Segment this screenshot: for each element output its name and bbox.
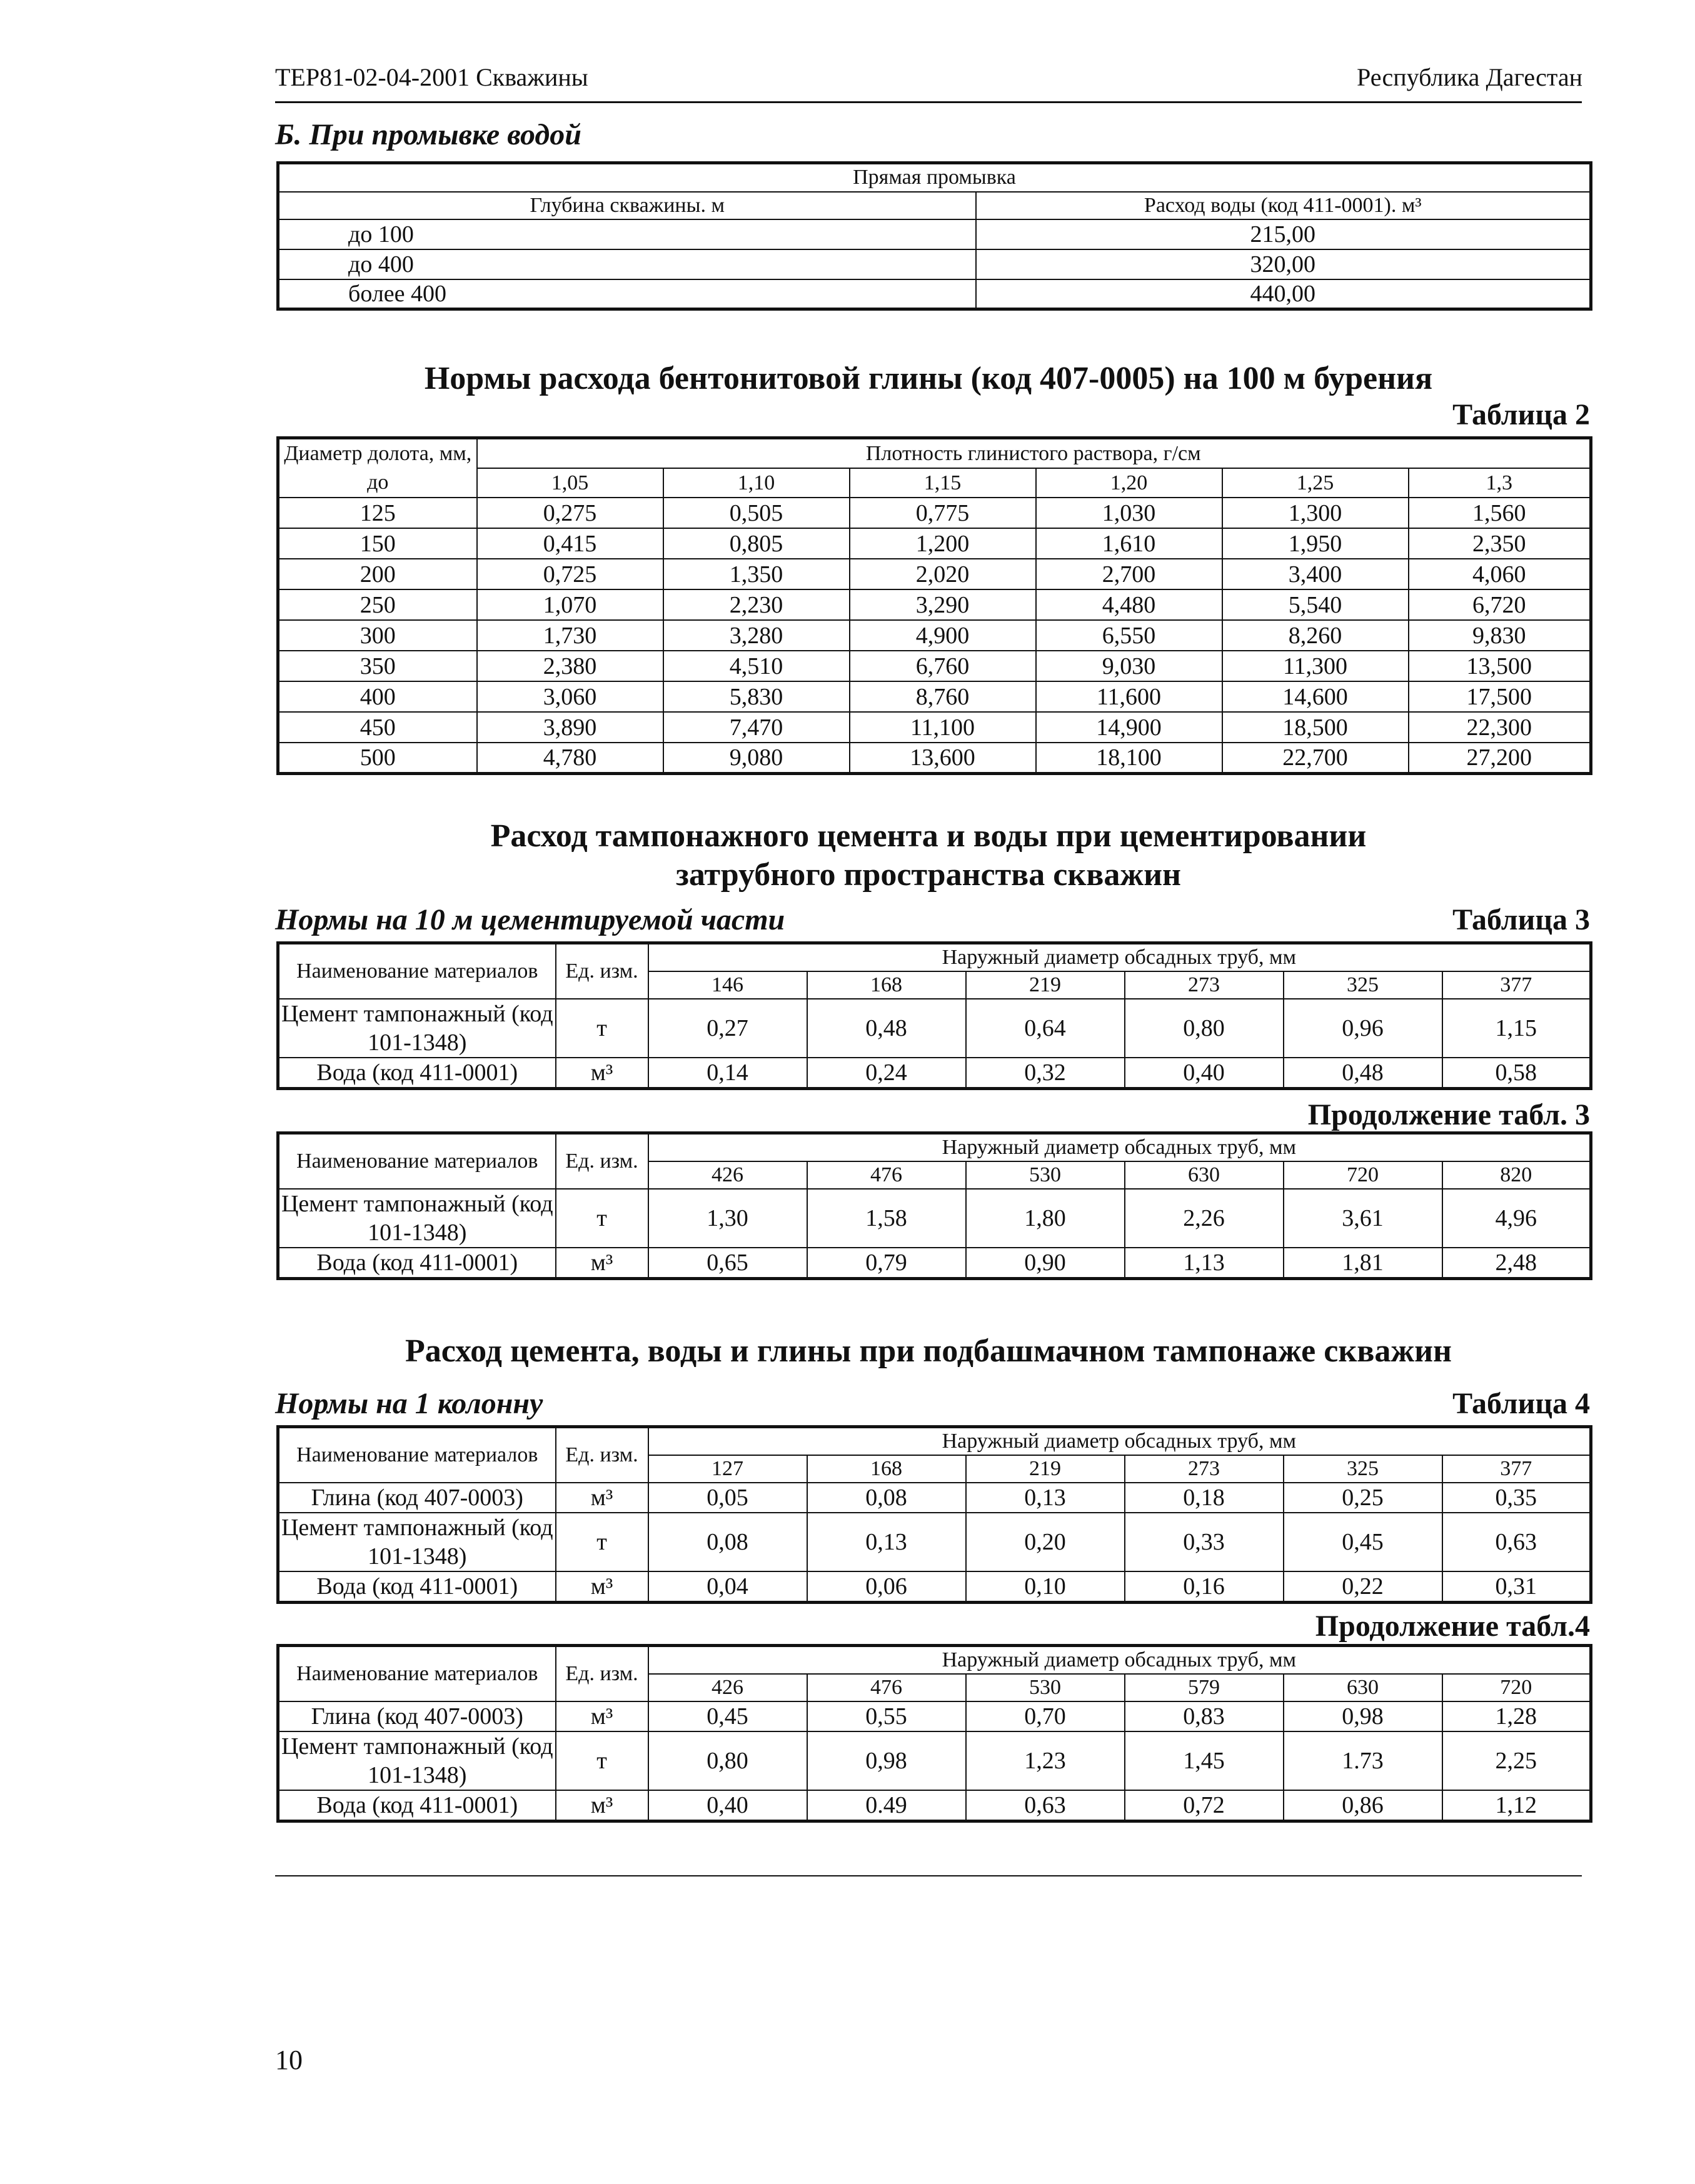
- table2-value: 4,510: [663, 651, 850, 681]
- table4-material-name: Глина (код 407-0003): [278, 1701, 556, 1731]
- table2-value: 8,260: [1222, 620, 1409, 651]
- table2-value: 4,900: [850, 620, 1036, 651]
- table4-col-unit: Ед. изм.: [556, 1646, 648, 1702]
- table4-value: 1,28: [1442, 1701, 1591, 1731]
- table4-heading: Расход цемента, воды и глины при подбашмачном тампонаже скважин: [405, 1333, 1452, 1369]
- table3-diameter-col: 273: [1125, 971, 1284, 999]
- table4-unit: м³: [556, 1571, 648, 1603]
- table4-value: 0,16: [1125, 1571, 1284, 1603]
- table4-group-header: Наружный диаметр обсадных труб, мм: [648, 1646, 1591, 1675]
- table2-value: 3,060: [477, 681, 663, 712]
- table4-diameter-col: 426: [648, 1674, 807, 1701]
- flush-value: 320,00: [976, 249, 1591, 279]
- table2-value: 11,300: [1222, 651, 1409, 681]
- table3-heading-line2: затрубного пространства скважин: [675, 857, 1182, 893]
- table2-density-col: 1,20: [1036, 468, 1222, 498]
- table4-diameter-col: 377: [1442, 1455, 1591, 1483]
- table2-value: 0,805: [663, 528, 850, 559]
- table2-value: 8,760: [850, 681, 1036, 712]
- table3-continuation-label: Продолжение табл. 3: [1307, 1098, 1590, 1131]
- table3-value: 2,26: [1125, 1189, 1284, 1248]
- table3-heading-line1: Расход тампонажного цемента и воды при цементировании: [490, 818, 1367, 854]
- table3-value: 0,32: [966, 1058, 1125, 1089]
- table-row: [278, 1701, 1591, 1731]
- table2-value: 13,500: [1409, 651, 1591, 681]
- table-row: [278, 1189, 1591, 1248]
- table4-diameter-col: 530: [966, 1674, 1125, 1701]
- table3-diameter-col: 146: [648, 971, 807, 999]
- table3-material-name: Вода (код 411-0001): [278, 1248, 556, 1279]
- table2-value: 3,290: [850, 589, 1036, 620]
- table4-value: 0,40: [648, 1790, 807, 1821]
- table3-diameter-col: 219: [966, 971, 1125, 999]
- table4-diameter-col: 168: [807, 1455, 966, 1483]
- table2-value: 1,950: [1222, 528, 1409, 559]
- flush-top-header: Прямая промывка: [278, 163, 1591, 192]
- table2-group-header: Плотность глинистого раствора, г/см: [477, 438, 1591, 469]
- table3-diameter-col: 377: [1442, 971, 1591, 999]
- table3-material-name: Цемент тампонажный (код 101-1348): [278, 1189, 556, 1248]
- table3-value: 2,48: [1442, 1248, 1591, 1279]
- table3-unit: м³: [556, 1058, 648, 1089]
- table3-unit: т: [556, 999, 648, 1058]
- table4-diameter-col: 273: [1125, 1455, 1284, 1483]
- flush-depth: более 400: [278, 279, 976, 309]
- header-divider: [275, 101, 1582, 103]
- table2-value: 1,730: [477, 620, 663, 651]
- table4-value: 0,86: [1284, 1790, 1442, 1821]
- table2-density-col: 1,15: [850, 468, 1036, 498]
- table4-value: 1.73: [1284, 1731, 1442, 1790]
- table2-diameter: 350: [278, 651, 477, 681]
- table4-col-name: Наименование материалов: [278, 1427, 556, 1483]
- table4-diameter-col: 127: [648, 1455, 807, 1483]
- table4-value: 0,98: [807, 1731, 966, 1790]
- table4-value: 0,06: [807, 1571, 966, 1603]
- table2-value: 5,540: [1222, 589, 1409, 620]
- table4-value: 0,08: [807, 1483, 966, 1513]
- table3-group-header: Наружный диаметр обсадных труб, мм: [648, 1133, 1591, 1162]
- table4-value: 0,83: [1125, 1701, 1284, 1731]
- table3-unit: т: [556, 1189, 648, 1248]
- table2-rowhead: Диаметр долота, мм, до: [278, 438, 477, 498]
- flush-depth: до 100: [278, 219, 976, 249]
- table-row: [278, 620, 1591, 651]
- table4-value: 0,63: [966, 1790, 1125, 1821]
- table4-diameter-col: 476: [807, 1674, 966, 1701]
- table2-value: 0,275: [477, 498, 663, 528]
- table2-value: 1,560: [1409, 498, 1591, 528]
- table4-value: 0,08: [648, 1513, 807, 1571]
- flush-value: 440,00: [976, 279, 1591, 309]
- table2-value: 0,505: [663, 498, 850, 528]
- table4-value: 1,12: [1442, 1790, 1591, 1821]
- table4-value: 1,23: [966, 1731, 1125, 1790]
- table-row: [278, 1571, 1591, 1603]
- table3-value: 1,15: [1442, 999, 1591, 1058]
- section-b-title: Б. При промывке водой: [275, 118, 581, 151]
- table-row: [278, 1790, 1591, 1821]
- table2-value: 18,100: [1036, 743, 1222, 773]
- table3-value: 0,90: [966, 1248, 1125, 1279]
- table4-diameter-col: 579: [1125, 1674, 1284, 1701]
- table3-subtitle: Нормы на 10 м цементируемой части: [275, 903, 785, 936]
- table4-part1: [276, 1425, 1592, 1604]
- table2-density-col: 1,05: [477, 468, 663, 498]
- table2-value: 1,030: [1036, 498, 1222, 528]
- table4-value: 0,80: [648, 1731, 807, 1790]
- table4-material-name: Глина (код 407-0003): [278, 1483, 556, 1513]
- table3-value: 0,27: [648, 999, 807, 1058]
- table4-value: 0,20: [966, 1513, 1125, 1571]
- table3-value: 0,48: [1284, 1058, 1442, 1089]
- table2-value: 4,480: [1036, 589, 1222, 620]
- table2-value: 3,280: [663, 620, 850, 651]
- table3-material-name: Вода (код 411-0001): [278, 1058, 556, 1089]
- table2-value: 17,500: [1409, 681, 1591, 712]
- table-water-flush: [276, 161, 1592, 311]
- header-region: Республика Дагестан: [1357, 63, 1582, 91]
- bottom-divider: [275, 1875, 1582, 1876]
- table2-value: 1,350: [663, 559, 850, 589]
- table4-value: 0,55: [807, 1701, 966, 1731]
- table3-label: Таблица 3: [1452, 903, 1590, 936]
- page-number: 10: [275, 2045, 303, 2075]
- table2-density-col: 1,10: [663, 468, 850, 498]
- table2-value: 2,350: [1409, 528, 1591, 559]
- table4-value: 0,70: [966, 1701, 1125, 1731]
- table2-diameter: 500: [278, 743, 477, 773]
- table3-part2: [276, 1131, 1592, 1280]
- table-row: [278, 681, 1591, 712]
- table3-value: 3,61: [1284, 1189, 1442, 1248]
- table3-col-name: Наименование материалов: [278, 1133, 556, 1190]
- table4-col-name: Наименование материалов: [278, 1646, 556, 1702]
- table-row: [278, 589, 1591, 620]
- table2-diameter: 125: [278, 498, 477, 528]
- table2-value: 18,500: [1222, 712, 1409, 743]
- table3-diameter-col: 325: [1284, 971, 1442, 999]
- table3-col-name: Наименование материалов: [278, 943, 556, 999]
- table2-value: 27,200: [1409, 743, 1591, 773]
- flush-col-water: Расход воды (код 411-0001). м³: [976, 192, 1591, 219]
- table4-value: 0,05: [648, 1483, 807, 1513]
- table2-value: 14,600: [1222, 681, 1409, 712]
- flush-depth: до 400: [278, 249, 976, 279]
- table4-value: 0,45: [648, 1701, 807, 1731]
- table4-value: 0.49: [807, 1790, 966, 1821]
- table2-value: 0,415: [477, 528, 663, 559]
- table-row: [278, 1731, 1591, 1790]
- table2-value: 5,830: [663, 681, 850, 712]
- table3-value: 0,64: [966, 999, 1125, 1058]
- table-row: [278, 999, 1591, 1058]
- table2-value: 6,760: [850, 651, 1036, 681]
- table2-value: 9,030: [1036, 651, 1222, 681]
- table3-diameter-col: 168: [807, 971, 966, 999]
- table3-value: 4,96: [1442, 1189, 1591, 1248]
- table4-value: 0,22: [1284, 1571, 1442, 1603]
- table2-value: 11,600: [1036, 681, 1222, 712]
- table3-value: 0,65: [648, 1248, 807, 1279]
- table2-value: 2,380: [477, 651, 663, 681]
- table3-value: 1,58: [807, 1189, 966, 1248]
- table3-value: 0,80: [1125, 999, 1284, 1058]
- table4-value: 0,33: [1125, 1513, 1284, 1571]
- table2-bentonite: [276, 436, 1592, 775]
- table4-continuation-label: Продолжение табл.4: [1315, 1610, 1590, 1643]
- table4-diameter-col: 325: [1284, 1455, 1442, 1483]
- table2-value: 22,700: [1222, 743, 1409, 773]
- table4-label: Таблица 4: [1452, 1387, 1590, 1420]
- table-row: [278, 743, 1591, 773]
- table-row: [278, 498, 1591, 528]
- table4-value: 0,04: [648, 1571, 807, 1603]
- table3-value: 1,81: [1284, 1248, 1442, 1279]
- table4-material-name: Цемент тампонажный (код 101-1348): [278, 1731, 556, 1790]
- table3-value: 0,79: [807, 1248, 966, 1279]
- table4-group-header: Наружный диаметр обсадных труб, мм: [648, 1427, 1591, 1456]
- table2-value: 1,300: [1222, 498, 1409, 528]
- table3-diameter-col: 426: [648, 1161, 807, 1189]
- table2-value: 9,080: [663, 743, 850, 773]
- table2-value: 2,020: [850, 559, 1036, 589]
- table2-value: 4,780: [477, 743, 663, 773]
- table3-value: 0,96: [1284, 999, 1442, 1058]
- table2-density-col: 1,3: [1409, 468, 1591, 498]
- table4-value: 0,35: [1442, 1483, 1591, 1513]
- table2-value: 6,550: [1036, 620, 1222, 651]
- table3-value: 0,48: [807, 999, 966, 1058]
- table2-value: 1,610: [1036, 528, 1222, 559]
- table3-diameter-col: 530: [966, 1161, 1125, 1189]
- table4-subtitle: Нормы на 1 колонну: [275, 1387, 543, 1420]
- table3-value: 0,14: [648, 1058, 807, 1089]
- table3-diameter-col: 820: [1442, 1161, 1591, 1189]
- table4-material-name: Вода (код 411-0001): [278, 1790, 556, 1821]
- table4-unit: т: [556, 1513, 648, 1571]
- table4-unit: м³: [556, 1483, 648, 1513]
- table2-value: 11,100: [850, 712, 1036, 743]
- table-row: [278, 528, 1591, 559]
- table4-value: 0,13: [966, 1483, 1125, 1513]
- table2-diameter: 200: [278, 559, 477, 589]
- table4-material-name: Вода (код 411-0001): [278, 1571, 556, 1603]
- table2-value: 2,700: [1036, 559, 1222, 589]
- table2-value: 9,830: [1409, 620, 1591, 651]
- table3-diameter-col: 630: [1125, 1161, 1284, 1189]
- table2-diameter: 450: [278, 712, 477, 743]
- table3-value: 0,40: [1125, 1058, 1284, 1089]
- table4-value: 2,25: [1442, 1731, 1591, 1790]
- table2-value: 14,900: [1036, 712, 1222, 743]
- table4-diameter-col: 720: [1442, 1674, 1591, 1701]
- table3-col-unit: Ед. изм.: [556, 943, 648, 999]
- table4-part2: [276, 1644, 1592, 1823]
- table3-value: 0,58: [1442, 1058, 1591, 1089]
- table-row: [278, 1483, 1591, 1513]
- table-row: [278, 1058, 1591, 1089]
- table4-col-unit: Ед. изм.: [556, 1427, 648, 1483]
- table2-value: 4,060: [1409, 559, 1591, 589]
- table4-diameter-col: 219: [966, 1455, 1125, 1483]
- table-row: [278, 1513, 1591, 1571]
- table-row: [278, 712, 1591, 743]
- table2-value: 2,230: [663, 589, 850, 620]
- table3-material-name: Цемент тампонажный (код 101-1348): [278, 999, 556, 1058]
- table2-value: 3,890: [477, 712, 663, 743]
- flush-col-depth: Глубина скважины. м: [278, 192, 976, 219]
- flush-value: 215,00: [976, 219, 1591, 249]
- table2-value: 22,300: [1409, 712, 1591, 743]
- table4-value: 0,31: [1442, 1571, 1591, 1603]
- table4-value: 0,25: [1284, 1483, 1442, 1513]
- table4-material-name: Цемент тампонажный (код 101-1348): [278, 1513, 556, 1571]
- table3-value: 1,80: [966, 1189, 1125, 1248]
- header-document-code: ТЕР81-02-04-2001 Скважины: [275, 63, 588, 91]
- table4-unit: м³: [556, 1790, 648, 1821]
- table4-unit: м³: [556, 1701, 648, 1731]
- table3-group-header: Наружный диаметр обсадных труб, мм: [648, 943, 1591, 972]
- table4-unit: т: [556, 1731, 648, 1790]
- table4-value: 0,10: [966, 1571, 1125, 1603]
- table3-part1: [276, 941, 1592, 1090]
- table4-value: 0,13: [807, 1513, 966, 1571]
- table4-value: 0,72: [1125, 1790, 1284, 1821]
- table3-unit: м³: [556, 1248, 648, 1279]
- table2-value: 6,720: [1409, 589, 1591, 620]
- table4-value: 0,18: [1125, 1483, 1284, 1513]
- table2-label: Таблица 2: [1452, 398, 1590, 431]
- table2-value: 1,200: [850, 528, 1036, 559]
- table3-col-unit: Ед. изм.: [556, 1133, 648, 1190]
- table2-value: 7,470: [663, 712, 850, 743]
- table2-value: 3,400: [1222, 559, 1409, 589]
- table4-diameter-col: 630: [1284, 1674, 1442, 1701]
- table-row: [278, 651, 1591, 681]
- table-row: [278, 1248, 1591, 1279]
- table2-value: 0,725: [477, 559, 663, 589]
- table2-diameter: 400: [278, 681, 477, 712]
- table4-value: 0,45: [1284, 1513, 1442, 1571]
- table3-value: 1,13: [1125, 1248, 1284, 1279]
- table-row: [278, 559, 1591, 589]
- table2-diameter: 300: [278, 620, 477, 651]
- table2-diameter: 150: [278, 528, 477, 559]
- table3-diameter-col: 476: [807, 1161, 966, 1189]
- table2-value: 1,070: [477, 589, 663, 620]
- table4-value: 0,63: [1442, 1513, 1591, 1571]
- table4-value: 0,98: [1284, 1701, 1442, 1731]
- table4-value: 1,45: [1125, 1731, 1284, 1790]
- table2-value: 13,600: [850, 743, 1036, 773]
- table2-heading: Нормы расхода бентонитовой глины (код 407-0005) на 100 м бурения: [424, 361, 1433, 396]
- table3-value: 0,24: [807, 1058, 966, 1089]
- table2-diameter: 250: [278, 589, 477, 620]
- table3-value: 1,30: [648, 1189, 807, 1248]
- table3-diameter-col: 720: [1284, 1161, 1442, 1189]
- table2-value: 0,775: [850, 498, 1036, 528]
- table2-density-col: 1,25: [1222, 468, 1409, 498]
